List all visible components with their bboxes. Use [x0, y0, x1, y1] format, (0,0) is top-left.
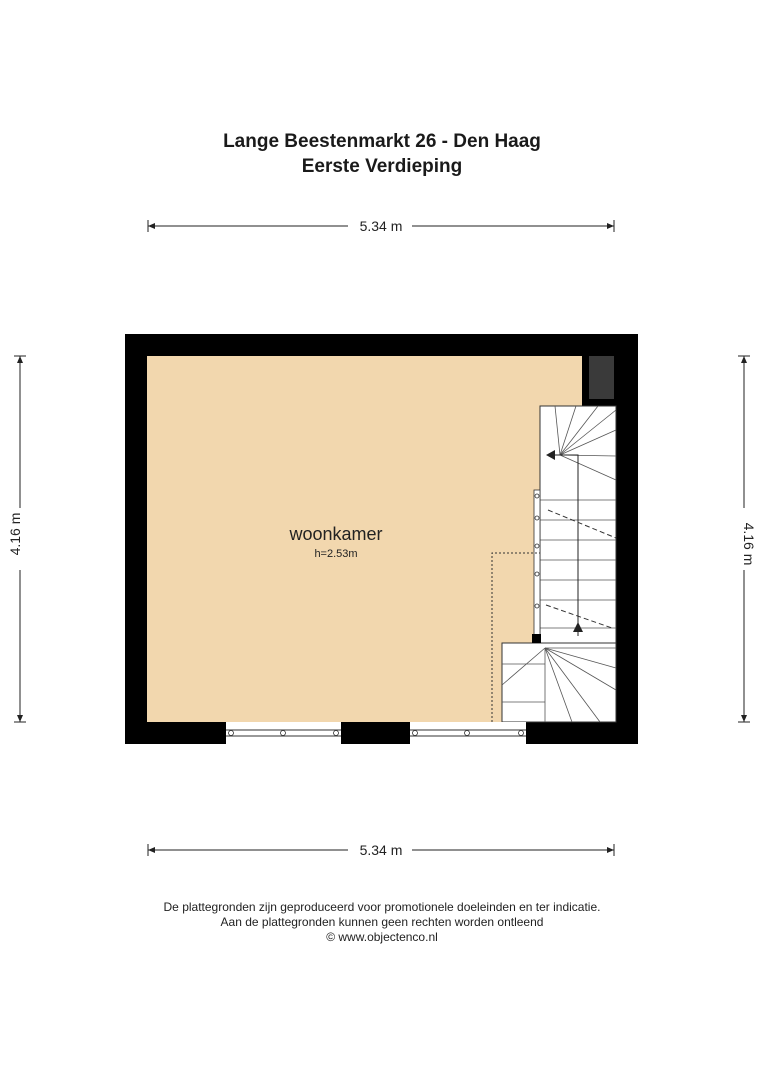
left-dimension-label: 4.16 m: [7, 512, 23, 556]
disclaimer-line-1: De plattegronden zijn geproduceerd voor promotionele doeleinden en ter indicatie.: [163, 900, 601, 914]
right-dimension: [738, 356, 757, 722]
copyright: © www.objectenco.nl: [326, 930, 438, 944]
floor-name: Eerste Verdieping: [301, 156, 463, 177]
top-dimension: [148, 218, 614, 234]
room-name: woonkamer: [289, 524, 383, 544]
right-dimension-label: 4.16 m: [741, 522, 757, 566]
bottom-dimension: [148, 842, 614, 858]
window-right: [410, 722, 526, 744]
bottom-dimension-label: 5.34 m: [359, 842, 403, 858]
window-left: [226, 722, 341, 744]
chimney: [589, 356, 614, 399]
disclaimer-line-2: Aan de plattegronden kunnen geen rechten worden ontleend: [220, 915, 544, 929]
left-dimension: [7, 356, 26, 722]
plan-title: Lange Beestenmarkt 26 - Den Haag: [223, 131, 541, 152]
room-ceiling-height: h=2.53m: [314, 548, 358, 560]
top-dimension-label: 5.34 m: [359, 218, 403, 234]
